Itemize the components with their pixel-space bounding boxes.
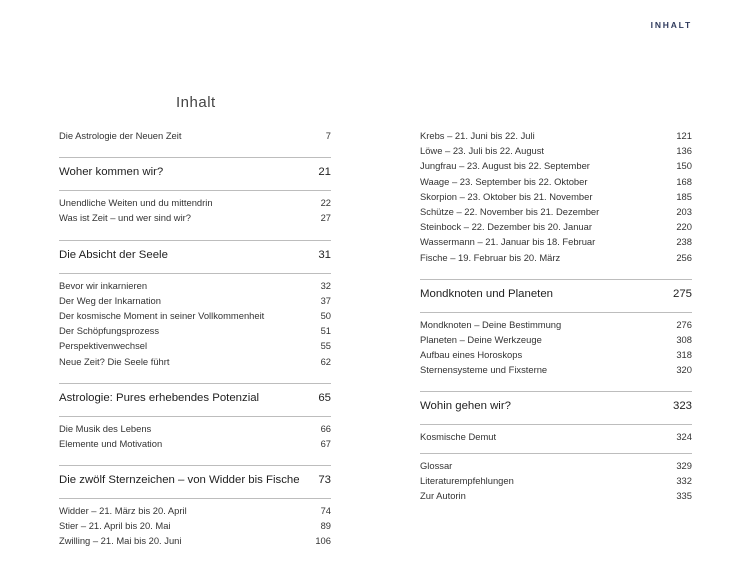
entry-title: Perspektivenwechsel bbox=[59, 340, 148, 352]
entry-page-number: 74 bbox=[320, 505, 331, 517]
toc-entry bbox=[420, 252, 692, 267]
toc-entry bbox=[59, 438, 331, 453]
toc-entry bbox=[420, 191, 692, 206]
entry-title: Jungfrau – 23. August bis 22. September bbox=[420, 160, 590, 172]
entry-title: Steinbock – 22. Dezember bis 20. Januar bbox=[420, 221, 592, 233]
toc-section-heading bbox=[59, 164, 331, 184]
entry-title: Stier – 21. April bis 20. Mai bbox=[59, 520, 171, 532]
entry-page-number: 55 bbox=[320, 340, 331, 352]
entry-title: Bevor wir inkarnieren bbox=[59, 279, 148, 291]
entry-title: Aufbau eines Horoskops bbox=[420, 349, 523, 361]
entry-title: Glossar bbox=[420, 459, 453, 471]
entry-title: Der kosmische Moment in seiner Vollkommenheit bbox=[59, 309, 265, 321]
toc-entry bbox=[59, 356, 331, 371]
section-page-number: 31 bbox=[318, 248, 331, 261]
toc-entry bbox=[59, 197, 331, 212]
entry-page-number: 332 bbox=[676, 474, 692, 486]
entry-title: Zur Autorin bbox=[420, 490, 466, 501]
toc-section-heading bbox=[59, 472, 331, 492]
section-page-number: 73 bbox=[318, 474, 331, 487]
toc-entry bbox=[420, 206, 692, 221]
entry-title: Skorpion – 23. Oktober bis 21. November bbox=[420, 190, 593, 202]
toc-entry bbox=[420, 130, 692, 145]
entry-title: Die Musik des Lebens bbox=[59, 422, 152, 434]
toc-section-heading bbox=[59, 390, 331, 410]
toc-right-column bbox=[420, 130, 692, 505]
entry-title: Kosmische Demut bbox=[420, 431, 497, 443]
toc-entry bbox=[59, 310, 331, 325]
entry-title: Krebs – 21. Juni bis 22. Juli bbox=[420, 130, 535, 141]
entry-title: Sternensysteme und Fixsterne bbox=[420, 364, 548, 376]
entry-page-number: 203 bbox=[676, 205, 692, 217]
section-title: Die Absicht der Seele bbox=[59, 248, 168, 261]
section-page-number: 323 bbox=[672, 400, 692, 413]
entry-page-number: 22 bbox=[320, 197, 331, 209]
toc-entry bbox=[420, 460, 692, 475]
toc-entry bbox=[59, 423, 331, 438]
running-head: INHALT bbox=[650, 20, 692, 30]
entry-title: Zwilling – 21. Mai bis 20. Juni bbox=[59, 535, 182, 547]
toc-entry bbox=[420, 364, 692, 379]
toc-entry bbox=[59, 340, 331, 355]
entry-title: Widder – 21. März bis 20. April bbox=[59, 505, 187, 517]
entry-page-number: 308 bbox=[676, 333, 692, 345]
entry-page-number: 276 bbox=[676, 318, 692, 330]
entry-page-number: 121 bbox=[676, 130, 692, 141]
page-title: Inhalt bbox=[176, 94, 216, 111]
entry-page-number: 150 bbox=[676, 160, 692, 172]
entry-page-number: 318 bbox=[676, 349, 692, 361]
entry-page-number: 7 bbox=[325, 130, 331, 141]
entry-page-number: 136 bbox=[676, 145, 692, 157]
section-title: Astrologie: Pures erhebendes Potenzial bbox=[59, 391, 260, 404]
toc-section-heading bbox=[420, 286, 692, 306]
section-title: Die zwölf Sternzeichen – von Widder bis Fische bbox=[59, 474, 300, 487]
entry-page-number: 324 bbox=[676, 431, 692, 443]
toc-entry bbox=[420, 431, 692, 446]
entry-title: Neue Zeit? Die Seele führt bbox=[59, 355, 170, 367]
entry-title: Elemente und Motivation bbox=[59, 437, 163, 449]
toc-entry bbox=[59, 280, 331, 295]
toc-entry bbox=[420, 176, 692, 191]
entry-page-number: 320 bbox=[676, 364, 692, 376]
section-page-number: 21 bbox=[318, 166, 331, 179]
entry-page-number: 329 bbox=[676, 459, 692, 471]
entry-page-number: 238 bbox=[676, 236, 692, 248]
toc-section-heading bbox=[59, 247, 331, 267]
entry-title: Unendliche Weiten und du mittendrin bbox=[59, 197, 213, 209]
section-title: Wohin gehen wir? bbox=[420, 400, 511, 413]
entry-page-number: 62 bbox=[320, 355, 331, 367]
entry-page-number: 37 bbox=[320, 294, 331, 306]
section-title: Woher kommen wir? bbox=[59, 166, 164, 179]
toc-entry bbox=[420, 475, 692, 490]
entry-page-number: 66 bbox=[320, 422, 331, 434]
entry-page-number: 106 bbox=[315, 535, 331, 547]
section-page-number: 65 bbox=[318, 391, 331, 404]
toc-entry bbox=[59, 325, 331, 340]
entry-page-number: 168 bbox=[676, 175, 692, 187]
entry-title: Die Astrologie der Neuen Zeit bbox=[59, 130, 182, 141]
toc-entry bbox=[59, 535, 331, 550]
toc-left-column bbox=[59, 130, 331, 551]
toc-entry bbox=[59, 212, 331, 227]
toc-entry bbox=[420, 160, 692, 175]
entry-title: Löwe – 23. Juli bis 22. August bbox=[420, 145, 545, 157]
toc-entry bbox=[420, 319, 692, 334]
entry-title: Der Schöpfungsprozess bbox=[59, 325, 160, 337]
entry-page-number: 335 bbox=[676, 490, 692, 501]
entry-page-number: 89 bbox=[320, 520, 331, 532]
entry-title: Planeten – Deine Werkzeuge bbox=[420, 333, 542, 345]
entry-title: Wassermann – 21. Januar bis 18. Februar bbox=[420, 236, 596, 248]
toc-entry bbox=[59, 520, 331, 535]
entry-title: Waage – 23. September bis 22. Oktober bbox=[420, 175, 588, 187]
toc-entry bbox=[420, 221, 692, 236]
entry-title: Literaturempfehlungen bbox=[420, 474, 514, 486]
toc-entry bbox=[59, 130, 331, 145]
entry-title: Schütze – 22. November bis 21. Dezember bbox=[420, 205, 600, 217]
entry-page-number: 27 bbox=[320, 212, 331, 224]
toc-entry bbox=[420, 145, 692, 160]
toc-entry bbox=[420, 490, 692, 505]
toc-entry bbox=[420, 349, 692, 364]
entry-page-number: 256 bbox=[676, 251, 692, 263]
section-page-number: 275 bbox=[672, 287, 692, 300]
entry-page-number: 51 bbox=[320, 325, 331, 337]
entry-title: Fische – 19. Februar bis 20. März bbox=[420, 251, 561, 263]
entry-page-number: 185 bbox=[676, 190, 692, 202]
entry-page-number: 67 bbox=[320, 437, 331, 449]
entry-page-number: 220 bbox=[676, 221, 692, 233]
entry-title: Der Weg der Inkarnation bbox=[59, 294, 161, 306]
toc-entry bbox=[59, 505, 331, 520]
toc-section-heading bbox=[420, 398, 692, 418]
toc-entry bbox=[59, 295, 331, 310]
entry-page-number: 50 bbox=[320, 309, 331, 321]
entry-title: Mondknoten – Deine Bestimmung bbox=[420, 318, 562, 330]
entry-title: Was ist Zeit – und wer sind wir? bbox=[59, 212, 191, 224]
toc-entry bbox=[420, 236, 692, 251]
toc-entry bbox=[420, 334, 692, 349]
section-title: Mondknoten und Planeten bbox=[420, 287, 553, 300]
entry-page-number: 32 bbox=[320, 279, 331, 291]
